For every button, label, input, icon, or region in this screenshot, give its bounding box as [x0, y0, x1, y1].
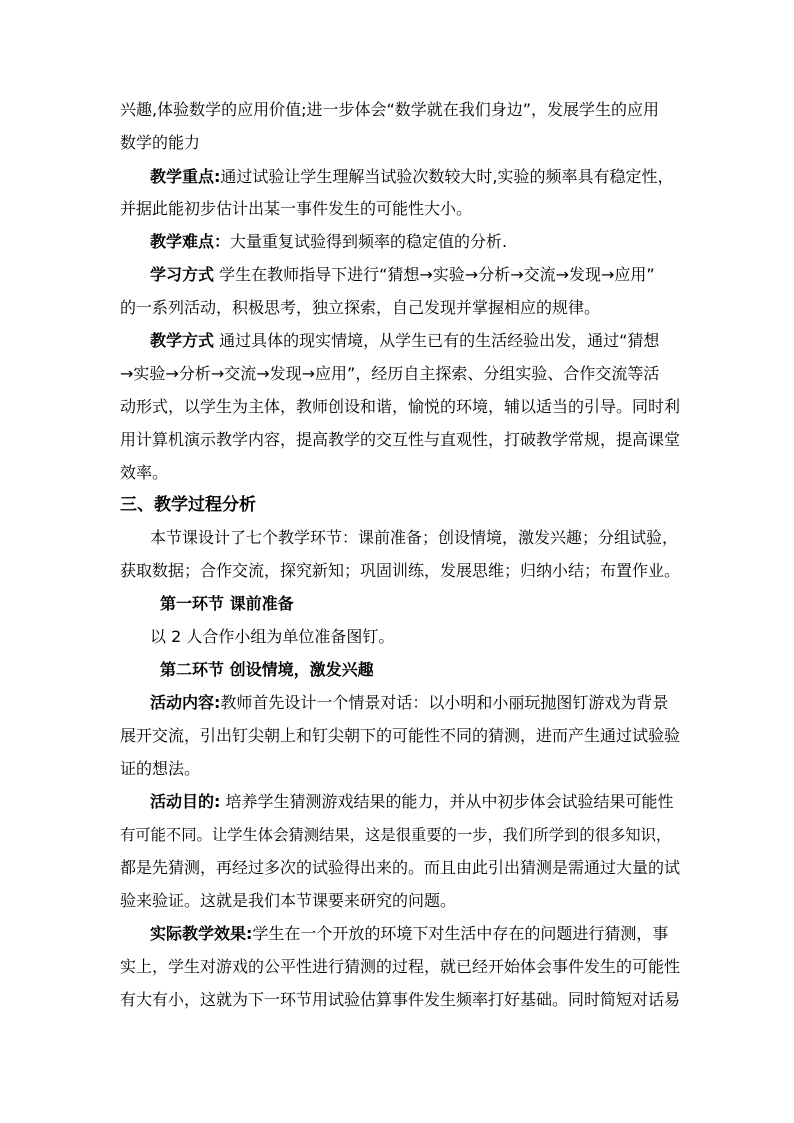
- paragraph-line: 有可能不同。让学生体会猜测结果，这是很重要的一步，我们所学到的很多知识，: [120, 826, 672, 844]
- paragraph-text: 通过试验让学生理解当试验次数较大时,实验的频率具有稳定性，: [220, 167, 674, 186]
- paragraph-line: 证的想法。: [120, 759, 201, 778]
- paragraph-text: 通过具体的现实情境，从学生已有的生活经验出发，通过“猜想: [219, 331, 660, 350]
- activity-purpose: [150, 791, 680, 813]
- paragraph-line: 用计算机演示教学内容，提高教学的交互性与直观性，打破教学常规，提高课堂: [120, 430, 681, 449]
- paragraph-line: 数学的能力: [120, 133, 201, 152]
- section-heading: 三、教学过程分析: [120, 495, 256, 515]
- paragraph-text: 学生在教师指导下进行“猜想→实验→分析→交流→发现→应用”: [219, 265, 655, 284]
- teaching-effect-label: 实际教学效果:: [150, 924, 253, 943]
- paragraph-line: 有大有小，这就为下一环节用试验估算事件发生频率打好基础。同时简短对话易: [120, 990, 681, 1009]
- teaching-method: [150, 330, 680, 352]
- paragraph-line: 本节课设计了七个教学环节：课前准备；创设情境，激发兴趣；分组试验，: [150, 528, 679, 547]
- paragraph-line: 以 2 人合作小组为单位准备图钉。: [150, 627, 395, 646]
- paragraph-line: 获取数据；合作交流，探究新知；巩固训练，发展思维；归纳小结；布置作业。: [120, 561, 681, 580]
- paragraph-line: 兴趣,体验数学的应用价值;进一步体会“数学就在我们身边”，发展学生的应用: [120, 100, 660, 119]
- teaching-difficulty: [150, 231, 680, 253]
- teaching-method-label: 教学方式: [150, 331, 215, 350]
- subsection-heading: 第二环节 创设情境，激发兴趣: [160, 660, 374, 679]
- paragraph-text: 学生在一个开放的环境下对生活中存在的问题进行猜测，事: [252, 924, 669, 943]
- learning-method: [150, 264, 680, 286]
- activity-content-label: 活动内容:: [150, 693, 221, 712]
- paragraph-text: 培养学生猜测游戏结果的能力，并从中初步体会试验结果可能性: [225, 792, 674, 811]
- paragraph-line: 并据此能初步估计出某一事件发生的可能性大小。: [120, 199, 473, 218]
- paragraph-text: 教师首先设计一个情景对话：以小明和小丽玩抛图钉游戏为背景: [220, 693, 669, 712]
- paragraph-line: 的一系列活动，积极思考，独立探索，自己发现并掌握相应的规律。: [120, 298, 601, 317]
- activity-content: [150, 692, 680, 714]
- activity-purpose-label: 活动目的:: [150, 792, 221, 811]
- learning-method-label: 学习方式: [150, 265, 215, 284]
- paragraph-line: 展开交流，引出钉尖朝上和钉尖朝下的可能性不同的猜测，进而产生通过试验验: [120, 726, 681, 745]
- paragraph-line: 验来验证。这就是我们本节课要来研究的问题。: [120, 891, 457, 910]
- teaching-focus-label: 教学重点:: [150, 167, 221, 186]
- subsection-heading: 第一环节 课前准备: [160, 594, 294, 613]
- paragraph-text: 大量重复试验得到频率的稳定值的分析.: [230, 232, 508, 251]
- paragraph-line: 动形式，以学生为主体，教师创设和谐，愉悦的环境，辅以适当的引导。同时利: [120, 397, 681, 416]
- paragraph-line: →实验→分析→交流→发现→应用”，经历自主探索、分组实验、合作交流等活: [120, 364, 660, 383]
- paragraph-line: 实上，学生对游戏的公平性进行猜测的过程，就已经开始体会事件发生的可能性: [120, 957, 681, 976]
- teaching-effect: [150, 923, 680, 945]
- paragraph-line: 都是先猜测，再经过多次的试验得出来的。而且由此引出猜测是需通过大量的试: [120, 858, 681, 877]
- teaching-difficulty-label: 教学难点：: [150, 232, 231, 251]
- paragraph-line: 效率。: [120, 463, 169, 482]
- teaching-focus: [150, 166, 680, 188]
